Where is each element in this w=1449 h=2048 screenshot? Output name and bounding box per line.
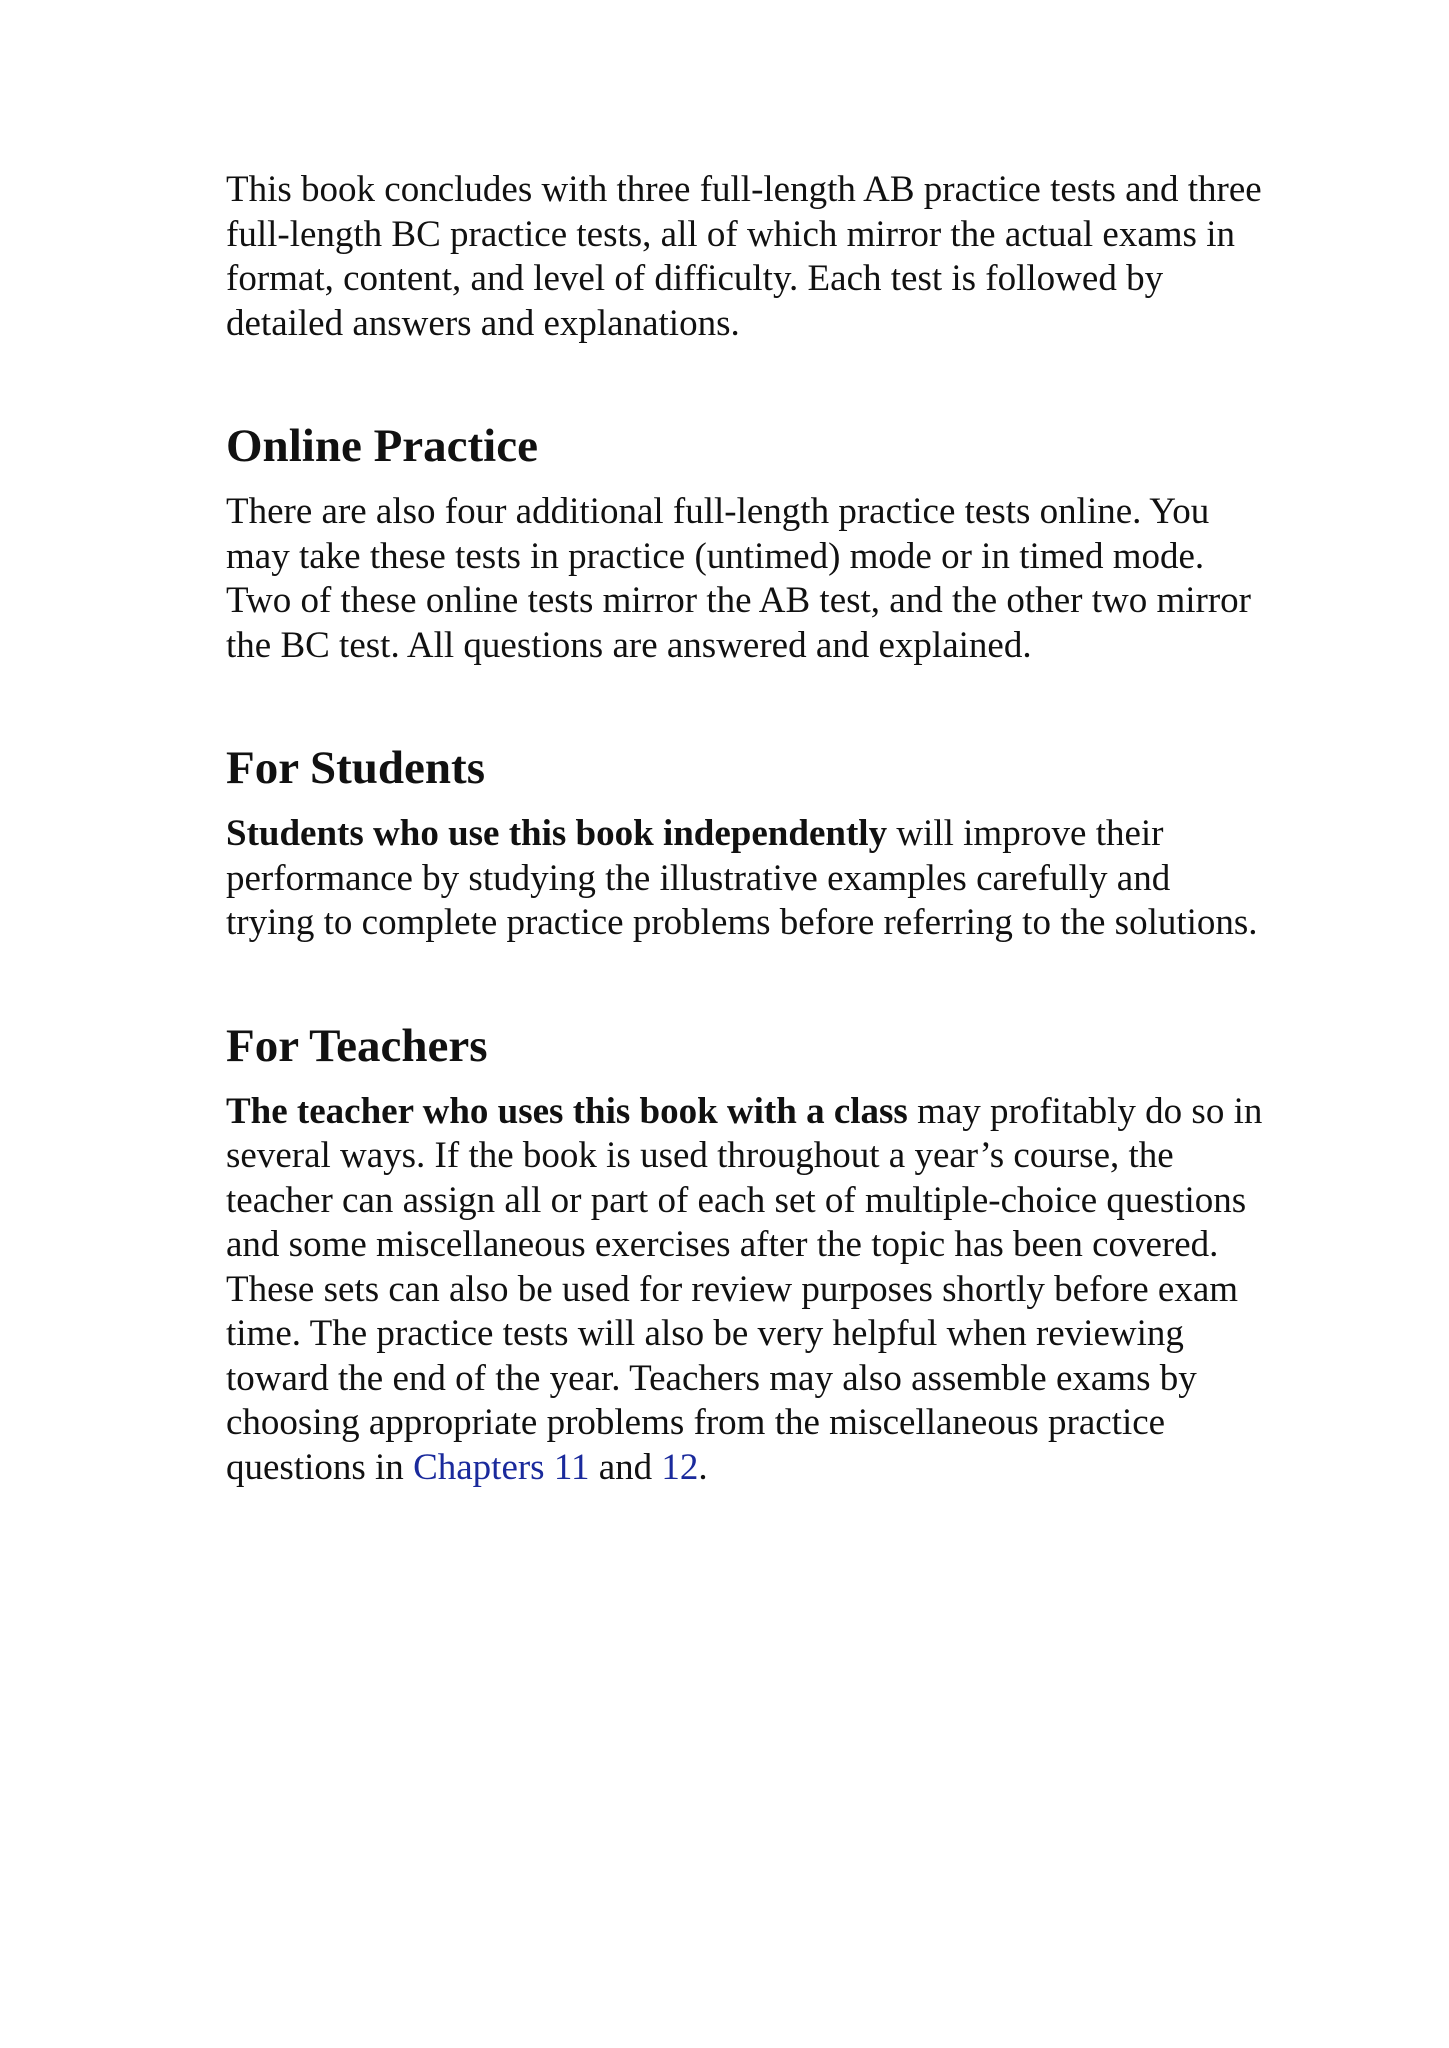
online-practice-heading: Online Practice: [226, 420, 538, 472]
teachers-bold-lead: The teacher who uses this book with a class: [226, 1090, 908, 1132]
teachers-connector-text: and: [589, 1446, 662, 1488]
chapter-11-link[interactable]: Chapters 11: [413, 1446, 590, 1488]
intro-paragraph: This book concludes with three full-length AB practice tests and three full-length BC practice tests, all of which mirror the actual exams in format, content, and level of difficulty. Each test is followed by detailed answers and explanations.: [226, 169, 1262, 344]
for-teachers-paragraph: [226, 1090, 1266, 1491]
online-practice-paragraph: There are also four additional full-length practice tests online. You may take these tests in practice (untimed) mode or in timed mode. Two of these online tests mirror the AB test, and the other two mirror the BC test. All questions are answered and explained.: [226, 491, 1251, 666]
for-students-heading: For Students: [226, 742, 485, 794]
for-students-paragraph: [226, 812, 1266, 946]
teachers-end-punctuation: .: [698, 1446, 708, 1488]
students-body-text: will improve their performance by studying the illustrative examples carefully and trying to complete practice problems before referring to the solutions.: [226, 813, 1258, 943]
chapter-12-link[interactable]: 12: [661, 1446, 699, 1488]
teachers-body-text: may profitably do so in several ways. If the book is used throughout a year’s course, the teacher can assign all or part of each set of multiple-choice questions and some miscellaneous exercises after the topic has been covered. These sets can also be used for review purposes shortly before exam time. The practice tests will also be very helpful when reviewing toward the end of the year. Teachers may also assemble exams by choosing appropriate problems from the miscellaneous practice questions in: [226, 1090, 1263, 1488]
students-bold-lead: Students who use this book independently: [226, 813, 888, 854]
for-teachers-heading: For Teachers: [226, 1019, 488, 1072]
document-page: [226, 168, 1266, 1490]
